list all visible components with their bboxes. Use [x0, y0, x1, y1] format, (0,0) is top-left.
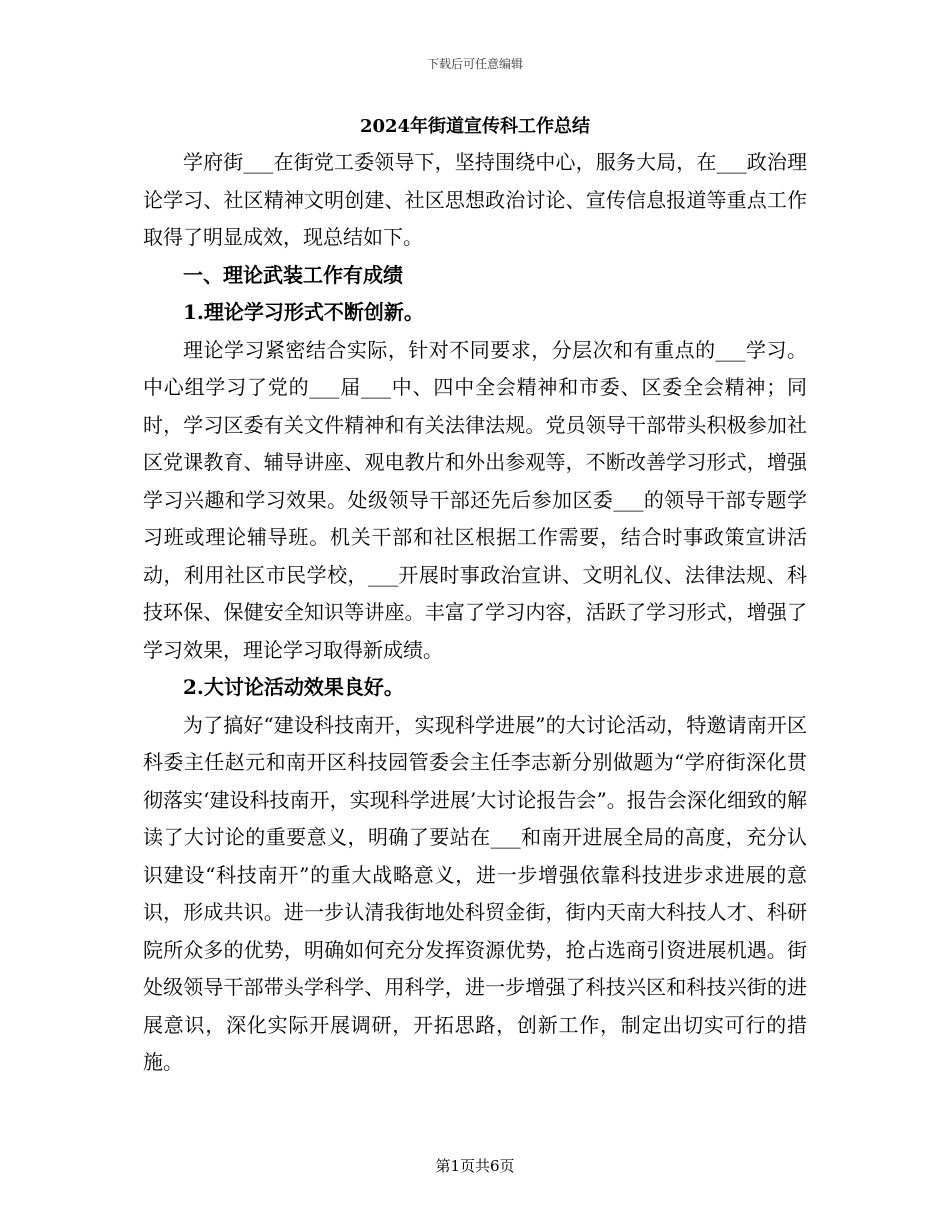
subsection-1-heading: 1.理论学习形式不断创新。 — [183, 300, 424, 324]
document-title: 2024年街道宣传科工作总结 — [359, 116, 591, 137]
subsection-1-paragraph: 理论学习紧密结合实际，针对不同要求，分层次和有重点的___学习。中心组学习了党的___届___中、四中全会精神和市委、区委全会精神；同时，学习区委有关文件精神和有关法律法规。党员领导干部带头积极参加社区党课教育、辅导讲座、观电教片和外出参观等，不断改善学习形式，增强学习兴趣和学习效果。处级领导干部还先后参加区委___的领导干部专题学习班或理论辅导班。机关干部和社区根据工作需要，结合时事政策宣讲活动，利用社区市民学校，___开展时事政治宣讲、文明礼仪、法律法规、科技环保、保健安全知识等讲座。丰富了学习内容，活跃了学习形式，增强了学习效果，理论学习取得新成绩。 — [143, 337, 807, 662]
document-body — [143, 112, 807, 1082]
subsection-2-heading: 2.大讨论活动效果良好。 — [183, 675, 404, 699]
subsection-2-paragraph: 为了搞好“建设科技南开，实现科学进展”的大讨论活动，特邀请南开区科委主任赵元和南开区科技园管委会主任李志新分别做题为“学府街深化贯彻落实‘建设科技南开，实现科学进展’大讨论报告会”。报告会深化细致的解读了大讨论的重要意义，明确了要站在___和南开进展全局的高度，充分认识建设“科技南开”的重大战略意义，进一步增强依靠科技进步求进展的意识，形成共识。进一步认清我街地处科贸金街，街内天南大科技人才、科研院所众多的优势，明确如何充分发挥资源优势，抢占选商引资进展机遇。街处级领导干部带头学科学、用科学，进一步增强了科技兴区和科技兴街的进展意识，深化实际开展调研，开拓思路，创新工作，制定出切实可行的措施。 — [143, 712, 807, 1074]
section-1-heading: 一、理论武装工作有成绩 — [183, 262, 403, 287]
intro-paragraph: 学府街___在街党工委领导下，坚持围绕中心，服务大局，在___政治理论学习、社区精神文明创建、社区思想政治讨论、宣传信息报道等重点工作取得了明显成效，现总结如下。 — [143, 150, 807, 249]
page-footer: 第1页共6页 — [435, 1157, 515, 1175]
header-note: 下载后可任意编辑 — [426, 57, 523, 71]
